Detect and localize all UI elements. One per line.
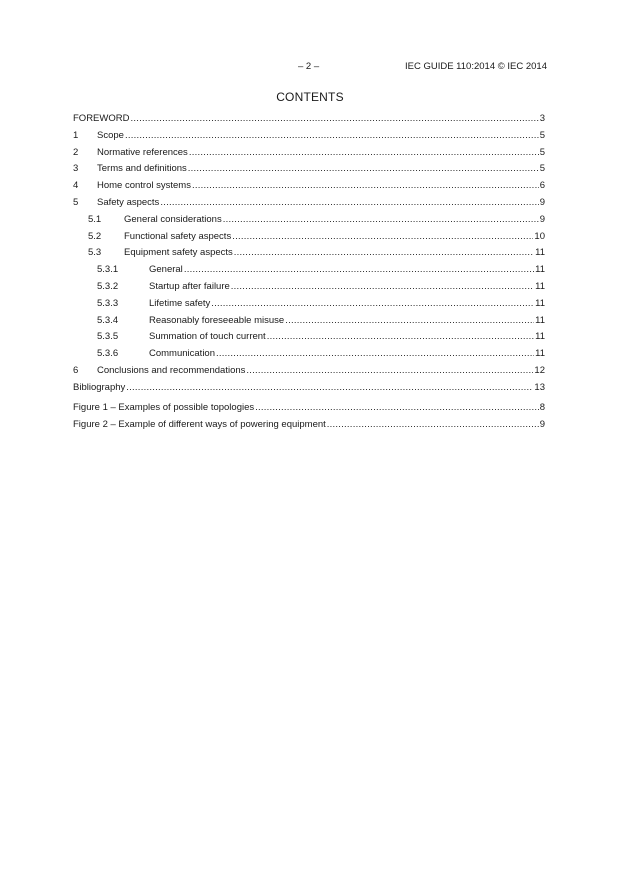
dot-leader bbox=[267, 329, 534, 346]
toc-entry-page: 5 bbox=[539, 129, 545, 141]
toc-entry-title: Functional safety aspects bbox=[124, 230, 232, 242]
toc-entry-page: 11 bbox=[535, 348, 545, 360]
toc-entry-title: Lifetime safety bbox=[149, 297, 211, 309]
toc-entry-number: 3 bbox=[73, 163, 79, 175]
page-number: – 2 – bbox=[298, 61, 320, 72]
toc-entry-title: General considerations bbox=[124, 213, 222, 225]
toc-entry-number: 4 bbox=[73, 180, 79, 192]
toc-entry-title: Equipment safety aspects bbox=[124, 247, 233, 259]
dot-leader bbox=[184, 262, 534, 279]
toc-entry-title: Bibliography bbox=[73, 381, 126, 393]
toc-entry-title: General bbox=[149, 264, 183, 276]
dot-leader bbox=[223, 212, 539, 229]
figure-entry-page: 8 bbox=[539, 402, 545, 413]
toc-entry-page: 5 bbox=[539, 163, 545, 175]
toc-entry-title: Conclusions and recommendations bbox=[97, 364, 246, 376]
figure-entry-title: Figure 2 – Example of different ways of powering equipment bbox=[73, 418, 326, 430]
dot-leader bbox=[246, 363, 533, 380]
figure-entry-page: 9 bbox=[539, 418, 545, 430]
toc-entry-number: 5.3.6 bbox=[97, 348, 119, 360]
toc-entry-page: 11 bbox=[535, 280, 545, 292]
contents-title: CONTENTS bbox=[276, 90, 344, 104]
toc-entry-title: Scope bbox=[97, 129, 124, 141]
dot-leader bbox=[125, 128, 539, 145]
toc-entry-page: 11 bbox=[535, 297, 545, 309]
toc-entry-page: 11 bbox=[535, 314, 545, 326]
toc-entry-title: Normative references bbox=[97, 146, 188, 158]
toc-entry-number: 6 bbox=[73, 364, 79, 376]
toc-entry-title: FOREWORD bbox=[73, 113, 130, 124]
toc-entry[interactable] bbox=[73, 363, 545, 380]
toc-entry[interactable] bbox=[73, 380, 545, 397]
toc-entry-page: 12 bbox=[534, 364, 545, 376]
figure-entry[interactable] bbox=[73, 417, 545, 434]
toc-entry[interactable] bbox=[73, 178, 545, 195]
toc-entry-number: 1 bbox=[73, 129, 79, 141]
toc-entry[interactable] bbox=[73, 212, 545, 229]
toc-entry-title: Reasonably foreseeable misuse bbox=[149, 314, 285, 326]
toc-entry-page: 13 bbox=[534, 381, 545, 393]
toc-entry-number: 5 bbox=[73, 196, 79, 208]
toc-entry[interactable] bbox=[73, 329, 545, 346]
dot-leader bbox=[327, 417, 539, 434]
toc-entry-number: 2 bbox=[73, 146, 79, 158]
dot-leader bbox=[130, 111, 538, 128]
dot-leader bbox=[211, 296, 534, 313]
dot-leader bbox=[285, 313, 534, 330]
toc-entry-title: Terms and definitions bbox=[97, 163, 187, 175]
toc-entry-number: 5.3.3 bbox=[97, 297, 119, 309]
toc-entry-page: 11 bbox=[535, 264, 545, 276]
toc-entry[interactable] bbox=[73, 245, 545, 262]
toc-entry-page: 10 bbox=[534, 230, 545, 242]
toc-entry-page: 11 bbox=[535, 247, 545, 259]
toc-entry-title: Communication bbox=[149, 348, 215, 360]
dot-leader bbox=[234, 245, 534, 262]
toc-entry-title: Safety aspects bbox=[97, 196, 160, 208]
toc-entry[interactable] bbox=[73, 161, 545, 178]
dot-leader bbox=[126, 380, 533, 397]
dot-leader bbox=[192, 178, 539, 195]
toc-entry[interactable] bbox=[73, 279, 545, 296]
dot-leader bbox=[232, 229, 533, 246]
document-reference: IEC GUIDE 110:2014 © IEC 2014 bbox=[404, 61, 547, 72]
toc-entry[interactable] bbox=[73, 313, 545, 330]
figure-entry-title: Figure 1 – Examples of possible topologies bbox=[73, 402, 255, 413]
toc-entry[interactable] bbox=[73, 296, 545, 313]
toc-entry-page: 5 bbox=[539, 146, 545, 158]
page-header bbox=[0, 61, 620, 75]
toc-entry-number: 5.3.2 bbox=[97, 280, 119, 292]
toc-entry-page: 11 bbox=[535, 331, 545, 343]
toc-entry[interactable] bbox=[73, 111, 545, 128]
toc-entry-number: 5.3.4 bbox=[97, 314, 119, 326]
toc-entry[interactable] bbox=[73, 128, 545, 145]
dot-leader bbox=[255, 400, 539, 417]
table-of-contents bbox=[73, 111, 545, 397]
dot-leader bbox=[188, 161, 539, 178]
toc-entry-page: 3 bbox=[539, 113, 545, 124]
dot-leader bbox=[216, 346, 534, 363]
toc-entry-number: 5.3.5 bbox=[97, 331, 119, 343]
toc-entry-number: 5.1 bbox=[88, 213, 102, 225]
toc-entry-page: 6 bbox=[539, 180, 545, 192]
toc-entry[interactable] bbox=[73, 262, 545, 279]
toc-entry[interactable] bbox=[73, 195, 545, 212]
toc-entry-page: 9 bbox=[539, 213, 545, 225]
toc-entry[interactable] bbox=[73, 346, 545, 363]
toc-entry-page: 9 bbox=[539, 196, 545, 208]
toc-entry-number: 5.2 bbox=[88, 230, 102, 242]
toc-entry-title: Startup after failure bbox=[149, 280, 230, 292]
toc-entry-title: Summation of touch current bbox=[149, 331, 266, 343]
toc-entry-number: 5.3 bbox=[88, 247, 102, 259]
dot-leader bbox=[189, 145, 539, 162]
dot-leader bbox=[160, 195, 538, 212]
list-of-figures bbox=[73, 400, 545, 434]
toc-entry[interactable] bbox=[73, 229, 545, 246]
toc-entry-number: 5.3.1 bbox=[97, 264, 119, 276]
figure-entry[interactable] bbox=[73, 400, 545, 417]
toc-entry-title: Home control systems bbox=[97, 180, 191, 192]
toc-entry[interactable] bbox=[73, 145, 545, 162]
dot-leader bbox=[231, 279, 534, 296]
